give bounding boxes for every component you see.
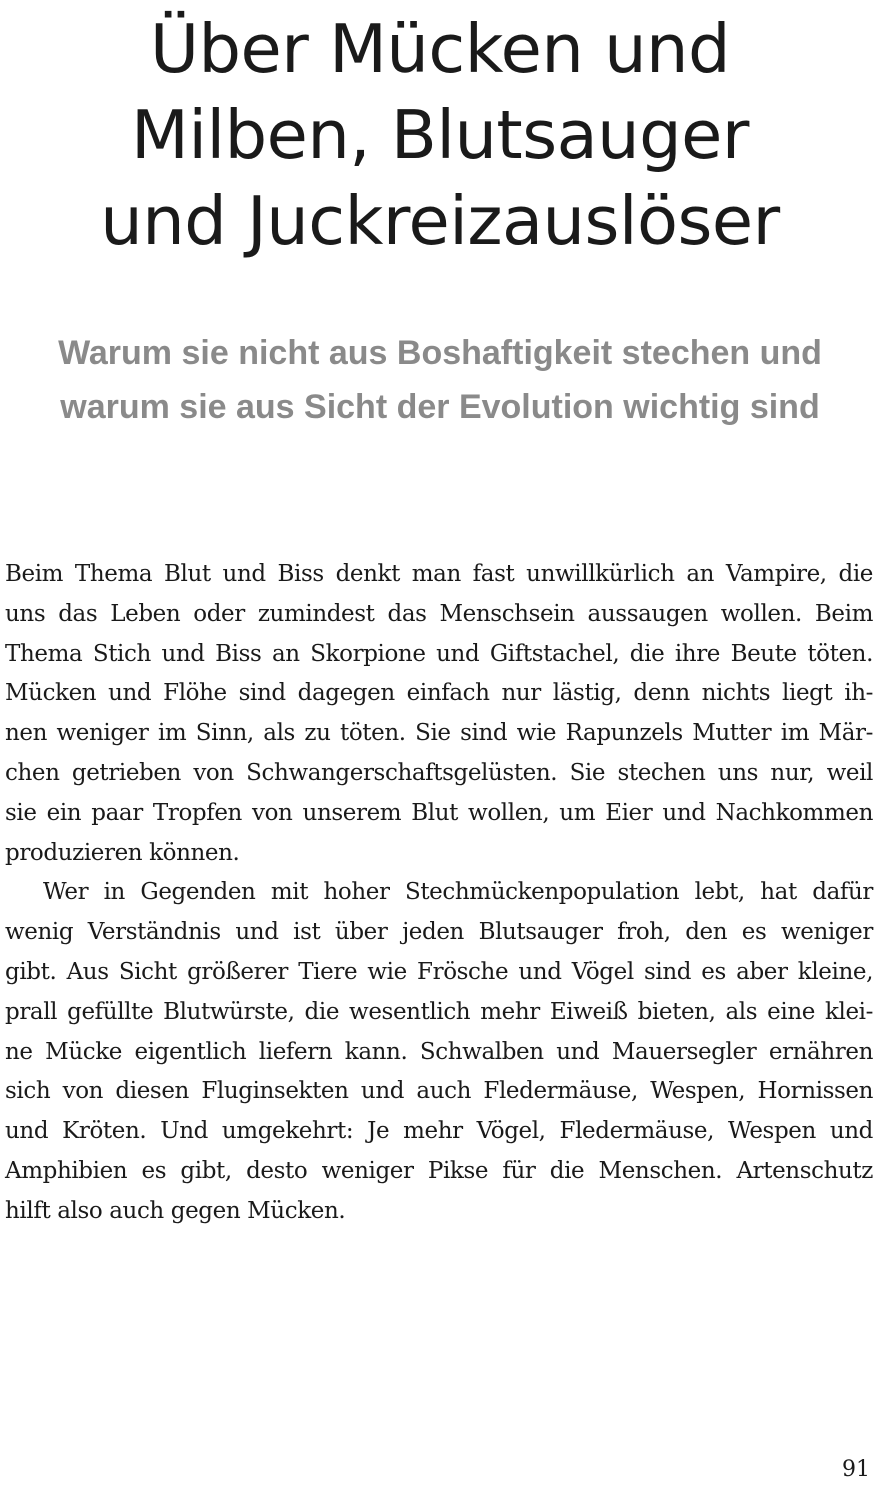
text-line: produzieren können. — [5, 839, 240, 866]
chapter-subtitle — [0, 326, 880, 434]
chapter-subtitle-line: Warum sie nicht aus Boshaftigkeit stechen und — [58, 334, 822, 372]
page-number: 91 — [842, 1457, 870, 1482]
text-line: uns das Leben oder zumindest das Menschsein aussaugen wollen. Beim — [5, 600, 873, 627]
text-line: prall gefüllte Blutwürste, die wesentlich mehr Eiweiß bieten, als eine klei- — [5, 998, 873, 1025]
text-line: sie ein paar Tropfen von unserem Blut wollen, um Eier und Nachkommen — [5, 799, 873, 826]
body-text — [5, 555, 873, 1232]
chapter-title-line: Über Mücken und — [149, 10, 731, 88]
text-line: Mücken und Flöhe sind dagegen einfach nur lästig, denn nichts liegt ih- — [5, 680, 873, 707]
paragraph-1 — [5, 555, 873, 873]
chapter-title-line: und Juckreizauslöser — [100, 182, 780, 260]
text-line: hilft also auch gegen Mücken. — [5, 1197, 346, 1224]
chapter-title — [0, 6, 880, 264]
chapter-subtitle-line: warum sie aus Sicht der Evolution wichtig sind — [60, 388, 820, 426]
chapter-title-line: Milben, Blutsauger — [131, 96, 749, 174]
text-line: und Kröten. Und umgekehrt: Je mehr Vögel, Fledermäuse, Wespen und — [5, 1118, 873, 1145]
text-line: chen getrieben von Schwangerschaftsgelüsten. Sie stechen uns nur, weil — [5, 759, 873, 786]
text-line: Amphibien es gibt, desto weniger Pikse für die Menschen. Artenschutz — [5, 1157, 873, 1184]
text-line: Wer in Gegenden mit hoher Stechmückenpopulation lebt, hat dafür — [43, 879, 873, 906]
text-line: Thema Stich und Biss an Skorpione und Giftstachel, die ihre Beute töten. — [5, 640, 873, 667]
text-line: nen weniger im Sinn, als zu töten. Sie sind wie Rapunzels Mutter im Mär- — [5, 720, 873, 747]
text-line: Beim Thema Blut und Biss denkt man fast unwillkürlich an Vampire, die — [5, 561, 873, 587]
text-line: wenig Verständnis und ist über jeden Blutsauger froh, den es weniger — [5, 919, 873, 946]
text-line: ne Mücke eigentlich liefern kann. Schwalben und Mauersegler ernähren — [5, 1038, 873, 1065]
text-line: gibt. Aus Sicht größerer Tiere wie Frösche und Vögel sind es aber kleine, — [5, 958, 873, 985]
paragraph-2 — [5, 873, 873, 1231]
text-line: sich von diesen Fluginsekten und auch Fledermäuse, Wespen, Hornissen — [5, 1078, 873, 1105]
